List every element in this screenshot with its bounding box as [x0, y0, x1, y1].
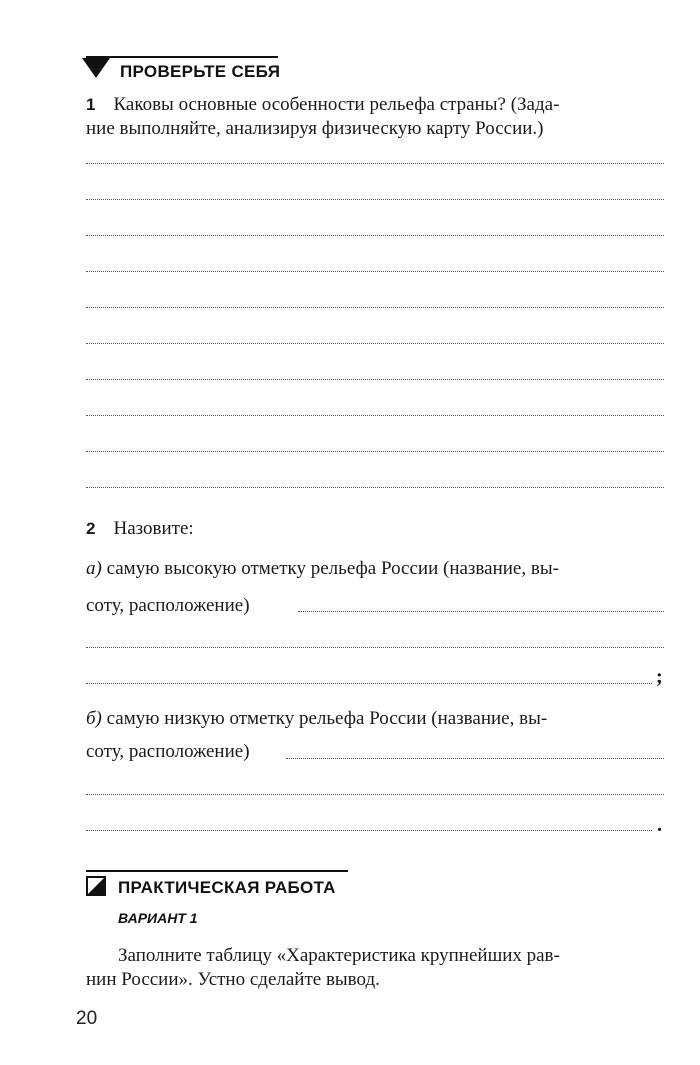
answer-a-line-1[interactable] [298, 611, 664, 612]
task1-number: 1 [86, 95, 96, 114]
task1-line2: ние выполняйте, анализируя физическую карту России.) [86, 118, 544, 139]
task1-text-1: Каковы основные особенности рельефа страны? (Зада- [113, 94, 560, 115]
task2-a-marker: а) [86, 558, 102, 579]
task2-b-line1 [86, 707, 547, 731]
answer-b-line-3[interactable] [86, 830, 652, 831]
section-check-rule [86, 56, 278, 58]
task2-b-text-1: самую низкую отметку рельефа России (название, вы- [106, 708, 548, 729]
task2-intro: Назовите: [113, 518, 194, 539]
task2-a-text-1: самую высокую отметку рельефа России (название, вы- [106, 558, 559, 579]
answer-line-6[interactable] [86, 343, 664, 344]
practice-line1: Заполните таблицу «Характеристика крупнейших рав- [118, 945, 560, 966]
answer-line-10[interactable] [86, 487, 664, 488]
practice-line2: нин России». Устно сделайте вывод. [86, 969, 380, 990]
task2-a-semicolon: ; [656, 666, 663, 688]
task2-b-period: . [657, 814, 662, 836]
answer-line-5[interactable] [86, 307, 664, 308]
task2-a-line1 [86, 557, 559, 581]
pencil-square-icon [86, 876, 106, 896]
answer-line-8[interactable] [86, 415, 664, 416]
answer-line-3[interactable] [86, 235, 664, 236]
answer-a-line-2[interactable] [86, 647, 664, 648]
section-check-title: ПРОВЕРЬТЕ СЕБЯ [120, 62, 281, 81]
answer-b-line-1[interactable] [286, 758, 664, 759]
triangle-marker-icon [82, 58, 110, 78]
answer-line-4[interactable] [86, 271, 664, 272]
answer-line-9[interactable] [86, 451, 664, 452]
task2-a-line2: соту, расположение) [86, 595, 250, 616]
section-practice-rule [86, 870, 348, 872]
task1-line1 [86, 93, 559, 117]
task2-number: 2 [86, 519, 96, 538]
section-practice-title: ПРАКТИЧЕСКАЯ РАБОТА [118, 878, 336, 897]
answer-line-2[interactable] [86, 199, 664, 200]
answer-a-line-3[interactable] [86, 683, 652, 684]
answer-b-line-2[interactable] [86, 794, 664, 795]
page-number: 20 [76, 1008, 98, 1029]
task2-b-marker: б) [86, 708, 102, 729]
task2-b-line2: соту, расположение) [86, 741, 250, 762]
answer-line-7[interactable] [86, 379, 664, 380]
task2-intro-line [86, 517, 194, 541]
variant-label: ВАРИАНТ 1 [118, 910, 198, 926]
answer-line-1[interactable] [86, 163, 664, 164]
